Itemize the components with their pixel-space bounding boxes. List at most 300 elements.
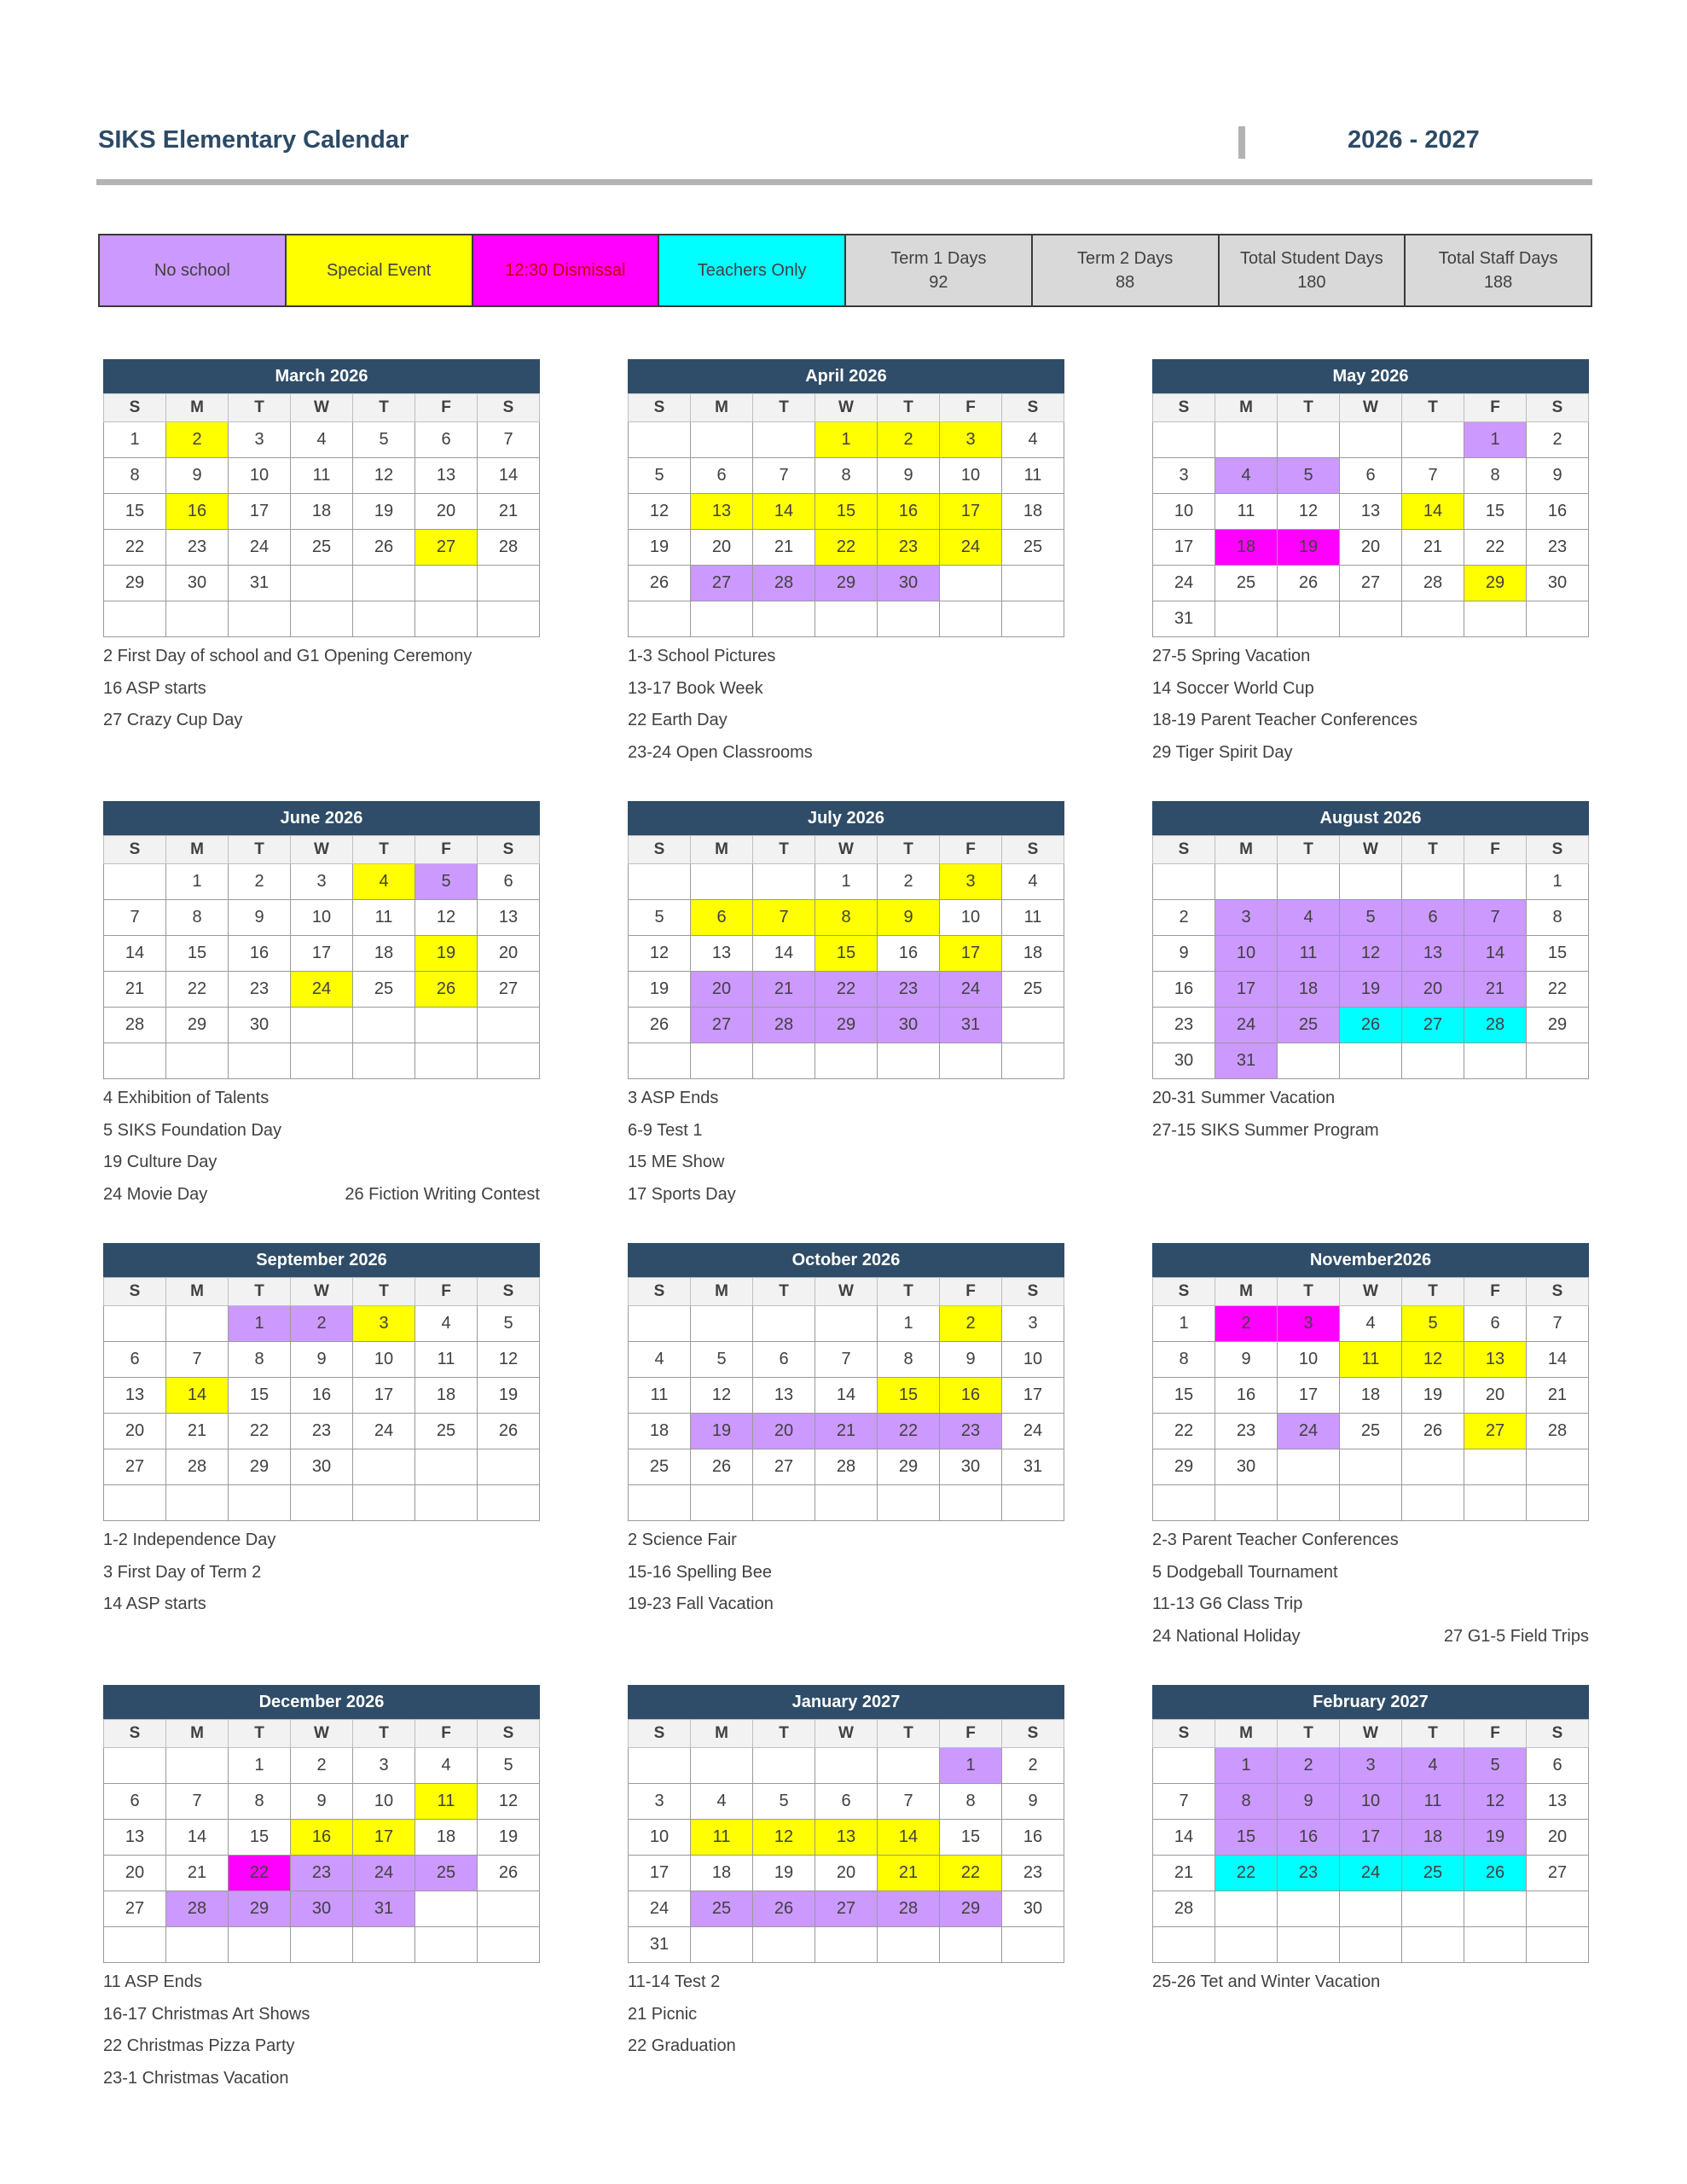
day-cell: 26	[353, 530, 415, 566]
day-cell: 31	[229, 566, 291, 601]
empty-cell	[691, 1927, 753, 1963]
empty-cell	[878, 601, 940, 637]
day-cell: 14	[878, 1820, 940, 1856]
event-note	[103, 1083, 540, 1115]
legend-value: 180	[1297, 273, 1326, 292]
day-cell: 20	[1464, 1378, 1527, 1414]
day-cell: 8	[166, 900, 229, 936]
empty-cell	[753, 1306, 815, 1342]
day-cell: 8	[1527, 900, 1589, 936]
event-note-text: 3 First Day of Term 2	[103, 1562, 262, 1582]
weekday-header: W	[291, 1720, 353, 1748]
day-cell: 1	[940, 1748, 1002, 1784]
empty-cell	[415, 1927, 478, 1963]
day-cell: 5	[1464, 1748, 1527, 1784]
event-note-text: 4 Exhibition of Talents	[103, 1089, 270, 1107]
empty-cell	[691, 1043, 753, 1079]
day-cell: 5	[478, 1748, 540, 1784]
month-title: July 2026	[628, 801, 1064, 835]
day-cell: 23	[291, 1414, 353, 1449]
day-cell: 5	[415, 864, 478, 900]
day-cell: 29	[940, 1891, 1002, 1927]
day-cell: 1	[815, 422, 878, 458]
empty-cell	[815, 1927, 878, 1963]
empty-cell	[291, 601, 353, 637]
empty-cell	[415, 1449, 478, 1485]
legend-item-dismissal	[473, 234, 660, 307]
day-cell: 15	[1464, 494, 1527, 530]
day-cell: 15	[815, 936, 878, 972]
day-cell: 2	[229, 864, 291, 900]
event-note-text: 21 Picnic	[628, 2004, 698, 2024]
day-cell: 29	[166, 1008, 229, 1043]
empty-cell	[1278, 1891, 1340, 1927]
empty-cell	[1402, 422, 1464, 458]
day-cell: 3	[291, 864, 353, 900]
event-note-text: 6-9 Test 1	[628, 1120, 703, 1140]
day-cell: 11	[1402, 1784, 1464, 1820]
weekday-header: F	[1464, 1278, 1527, 1306]
empty-cell	[1215, 1891, 1278, 1927]
event-note	[628, 1179, 1064, 1211]
day-cell: 3	[229, 422, 291, 458]
week-row	[629, 601, 1064, 637]
week-row	[104, 900, 540, 936]
month-notes	[628, 1083, 1064, 1211]
day-cell: 5	[629, 458, 691, 494]
day-cell: 31	[1215, 1043, 1278, 1079]
day-cell: 13	[1340, 494, 1402, 530]
day-cell: 10	[1153, 494, 1215, 530]
day-cell: 29	[229, 1891, 291, 1927]
day-cell: 16	[1153, 972, 1215, 1008]
day-cell: 27	[104, 1449, 166, 1485]
empty-cell	[1464, 1449, 1527, 1485]
day-cell: 13	[415, 458, 478, 494]
school-year: 2026 - 2027	[1348, 126, 1480, 154]
week-row	[1153, 1008, 1589, 1043]
day-cell: 23	[1002, 1856, 1064, 1891]
empty-cell	[478, 1485, 540, 1521]
empty-cell	[815, 1748, 878, 1784]
day-cell: 24	[229, 530, 291, 566]
weekday-header: W	[291, 836, 353, 864]
empty-cell	[1402, 1891, 1464, 1927]
day-cell: 13	[1464, 1342, 1527, 1378]
day-cell: 22	[815, 972, 878, 1008]
day-cell: 4	[353, 864, 415, 900]
day-cell: 22	[878, 1414, 940, 1449]
week-row	[104, 1414, 540, 1449]
event-note	[1152, 1621, 1589, 1653]
weekday-header: T	[753, 1278, 815, 1306]
day-cell: 17	[353, 1820, 415, 1856]
empty-cell	[1278, 1043, 1340, 1079]
empty-cell	[166, 1306, 229, 1342]
weekday-header: S	[1002, 836, 1064, 864]
empty-cell	[353, 1927, 415, 1963]
header-rule	[96, 179, 1592, 185]
weekday-header: F	[1464, 394, 1527, 422]
empty-cell	[1002, 601, 1064, 637]
day-cell: 25	[1002, 972, 1064, 1008]
day-cell: 19	[1464, 1820, 1527, 1856]
day-cell: 6	[815, 1784, 878, 1820]
empty-cell	[1340, 1449, 1402, 1485]
weekday-header: S	[1002, 1278, 1064, 1306]
day-cell: 24	[940, 530, 1002, 566]
day-cell: 5	[1278, 458, 1340, 494]
legend-label: Special Event	[326, 261, 432, 280]
day-cell: 14	[1153, 1820, 1215, 1856]
day-cell: 17	[940, 936, 1002, 972]
day-cell: 3	[353, 1748, 415, 1784]
empty-cell	[1340, 601, 1402, 637]
empty-cell	[1215, 601, 1278, 637]
weekday-header: W	[1340, 394, 1402, 422]
day-cell: 12	[353, 458, 415, 494]
weekday-header: F	[415, 1278, 478, 1306]
empty-cell	[104, 864, 166, 900]
day-cell: 9	[940, 1342, 1002, 1378]
weekday-header: T	[353, 1720, 415, 1748]
weekday-header: W	[1340, 1278, 1402, 1306]
day-cell: 24	[629, 1891, 691, 1927]
empty-cell	[1002, 1927, 1064, 1963]
month-title: August 2026	[1152, 801, 1589, 835]
week-row	[1153, 422, 1589, 458]
week-row	[629, 900, 1064, 936]
day-cell: 25	[629, 1449, 691, 1485]
weekday-header: T	[1278, 836, 1340, 864]
day-cell: 16	[291, 1820, 353, 1856]
day-cell: 13	[104, 1820, 166, 1856]
day-cell: 10	[1340, 1784, 1402, 1820]
empty-cell	[415, 1891, 478, 1927]
day-cell: 20	[104, 1414, 166, 1449]
day-cell: 4	[415, 1748, 478, 1784]
event-note-text: 11 ASP Ends	[103, 1972, 203, 1991]
day-cell: 7	[1402, 458, 1464, 494]
empty-cell	[1153, 1927, 1215, 1963]
weekday-header: S	[478, 1278, 540, 1306]
empty-cell	[353, 1449, 415, 1485]
day-cell: 11	[353, 900, 415, 936]
day-cell: 5	[478, 1306, 540, 1342]
day-cell: 22	[940, 1856, 1002, 1891]
legend-label: Teachers Only	[697, 261, 807, 280]
empty-cell	[629, 864, 691, 900]
day-cell: 9	[166, 458, 229, 494]
day-cell: 26	[478, 1856, 540, 1891]
empty-cell	[940, 1927, 1002, 1963]
day-cell: 31	[1153, 601, 1215, 637]
week-row	[1153, 566, 1589, 601]
weekday-header: F	[415, 394, 478, 422]
legend-item-stat-4	[846, 234, 1033, 307]
day-cell: 24	[940, 972, 1002, 1008]
day-cell: 23	[878, 972, 940, 1008]
empty-cell	[629, 1485, 691, 1521]
event-note-text: 18-19 Parent Teacher Conferences	[1152, 711, 1417, 729]
day-cell: 25	[691, 1891, 753, 1927]
day-cell: 30	[291, 1449, 353, 1485]
event-note	[628, 1966, 1064, 1999]
event-note	[1152, 641, 1589, 673]
day-cell: 12	[753, 1820, 815, 1856]
day-cell: 22	[1464, 530, 1527, 566]
day-cell: 16	[291, 1378, 353, 1414]
day-cell: 31	[940, 1008, 1002, 1043]
empty-cell	[1464, 864, 1527, 900]
empty-cell	[1527, 601, 1589, 637]
empty-cell	[1340, 1927, 1402, 1963]
day-cell: 7	[166, 1784, 229, 1820]
event-note	[1152, 737, 1589, 770]
weekday-header: S	[478, 394, 540, 422]
day-cell: 3	[1215, 900, 1278, 936]
day-cell: 21	[166, 1856, 229, 1891]
week-row	[1153, 458, 1589, 494]
empty-cell	[478, 1008, 540, 1043]
empty-cell	[1153, 422, 1215, 458]
day-cell: 30	[940, 1449, 1002, 1485]
day-cell: 22	[815, 530, 878, 566]
day-cell: 25	[1340, 1414, 1402, 1449]
day-cell: 1	[1215, 1748, 1278, 1784]
week-row	[629, 864, 1064, 900]
month-grid	[628, 1719, 1064, 1963]
day-cell: 29	[104, 566, 166, 601]
week-row	[629, 494, 1064, 530]
event-note	[103, 673, 540, 706]
day-cell: 3	[940, 422, 1002, 458]
day-cell: 26	[629, 1008, 691, 1043]
empty-cell	[1464, 601, 1527, 637]
empty-cell	[166, 1748, 229, 1784]
day-cell: 15	[1215, 1820, 1278, 1856]
day-cell: 23	[291, 1856, 353, 1891]
legend-label: 12:30 Dismissal	[505, 261, 626, 280]
day-cell: 18	[353, 936, 415, 972]
day-cell: 6	[415, 422, 478, 458]
empty-cell	[291, 566, 353, 601]
day-cell: 3	[353, 1306, 415, 1342]
day-cell: 23	[878, 530, 940, 566]
day-cell: 28	[878, 1891, 940, 1927]
day-cell: 30	[878, 566, 940, 601]
empty-cell	[1215, 422, 1278, 458]
empty-cell	[753, 422, 815, 458]
legend-item-teachers	[659, 234, 846, 307]
month-title: March 2026	[103, 359, 540, 393]
day-cell: 21	[753, 972, 815, 1008]
event-note-text: 5 SIKS Foundation Day	[103, 1120, 282, 1140]
day-cell: 29	[1527, 1008, 1589, 1043]
weekday-header: F	[940, 836, 1002, 864]
weekday-header: S	[478, 836, 540, 864]
weekday-header: T	[1278, 1278, 1340, 1306]
day-cell: 9	[878, 900, 940, 936]
empty-cell	[229, 601, 291, 637]
weekday-header: T	[878, 394, 940, 422]
event-note-text: 2-3 Parent Teacher Conferences	[1152, 1531, 1399, 1549]
day-cell: 15	[878, 1378, 940, 1414]
month-calendar	[628, 801, 1064, 1211]
day-cell: 25	[1278, 1008, 1340, 1043]
event-note	[628, 1589, 1064, 1621]
day-cell: 16	[1278, 1820, 1340, 1856]
day-cell: 17	[940, 494, 1002, 530]
day-cell: 4	[1340, 1306, 1402, 1342]
empty-cell	[753, 1043, 815, 1079]
day-cell: 18	[415, 1378, 478, 1414]
day-cell: 14	[166, 1378, 229, 1414]
day-cell: 23	[1278, 1856, 1340, 1891]
day-cell: 6	[478, 864, 540, 900]
day-cell: 28	[1153, 1891, 1215, 1927]
weekday-header: T	[1278, 1720, 1340, 1748]
month-grid	[1152, 1277, 1589, 1521]
day-cell: 18	[691, 1856, 753, 1891]
day-cell: 27	[1464, 1414, 1527, 1449]
day-cell: 1	[1153, 1306, 1215, 1342]
empty-cell	[1464, 1891, 1527, 1927]
week-row	[1153, 1820, 1589, 1856]
day-cell: 12	[478, 1784, 540, 1820]
day-cell: 19	[629, 530, 691, 566]
day-cell: 14	[815, 1378, 878, 1414]
empty-cell	[691, 601, 753, 637]
empty-cell	[166, 1485, 229, 1521]
weekday-header: T	[753, 1720, 815, 1748]
month-grid	[628, 1277, 1064, 1521]
day-cell: 1	[104, 422, 166, 458]
weekday-header: W	[815, 1278, 878, 1306]
event-note	[1152, 705, 1589, 737]
week-row	[104, 530, 540, 566]
day-cell: 9	[1153, 936, 1215, 972]
day-cell: 4	[629, 1342, 691, 1378]
week-row	[629, 566, 1064, 601]
event-note-text: 27 G1-5 Field Trips	[1443, 1626, 1589, 1646]
day-cell: 4	[1002, 422, 1064, 458]
day-cell: 9	[229, 900, 291, 936]
week-row	[1153, 494, 1589, 530]
week-row	[1153, 1449, 1589, 1485]
empty-cell	[878, 1485, 940, 1521]
day-cell: 7	[753, 458, 815, 494]
page-title: SIKS Elementary Calendar	[98, 126, 409, 154]
week-row	[104, 1891, 540, 1927]
day-cell: 19	[1278, 530, 1340, 566]
day-cell: 24	[1340, 1856, 1402, 1891]
day-cell: 23	[940, 1414, 1002, 1449]
month-calendar	[1152, 359, 1589, 769]
event-note-text: 16-17 Christmas Art Shows	[103, 2004, 310, 2024]
empty-cell	[1153, 1485, 1215, 1521]
event-note-text: 15 ME Show	[628, 1153, 725, 1171]
event-note	[103, 1999, 540, 2031]
weekday-header: M	[1215, 394, 1278, 422]
day-cell: 2	[1002, 1748, 1064, 1784]
weekday-header: F	[415, 836, 478, 864]
weekday-header: S	[629, 1720, 691, 1748]
year-divider	[1238, 126, 1245, 159]
day-cell: 17	[353, 1378, 415, 1414]
month-title: December 2026	[103, 1685, 540, 1719]
event-note	[628, 1557, 1064, 1589]
day-cell: 26	[753, 1891, 815, 1927]
empty-cell	[1402, 1043, 1464, 1079]
day-cell: 21	[753, 530, 815, 566]
month-grid	[103, 393, 540, 637]
weekday-header: S	[629, 836, 691, 864]
day-cell: 12	[1402, 1342, 1464, 1378]
month-title: November2026	[1152, 1243, 1589, 1277]
day-cell: 4	[1215, 458, 1278, 494]
day-cell: 25	[353, 972, 415, 1008]
day-cell: 31	[629, 1927, 691, 1963]
weekday-header: T	[353, 394, 415, 422]
legend-label: Total Student Days	[1239, 249, 1383, 268]
day-cell: 20	[1402, 972, 1464, 1008]
empty-cell	[1464, 1043, 1527, 1079]
day-cell: 10	[940, 900, 1002, 936]
day-cell: 6	[104, 1784, 166, 1820]
week-row	[104, 494, 540, 530]
empty-cell	[353, 1485, 415, 1521]
empty-cell	[1215, 864, 1278, 900]
day-cell: 24	[291, 972, 353, 1008]
day-cell: 29	[815, 1008, 878, 1043]
day-cell: 5	[629, 900, 691, 936]
day-cell: 26	[691, 1449, 753, 1485]
week-row	[629, 1378, 1064, 1414]
week-row	[104, 458, 540, 494]
empty-cell	[691, 422, 753, 458]
weekday-header: M	[691, 394, 753, 422]
empty-cell	[1002, 566, 1064, 601]
weekday-header: W	[291, 1278, 353, 1306]
week-row	[1153, 972, 1589, 1008]
empty-cell	[229, 1043, 291, 1079]
empty-cell	[691, 1748, 753, 1784]
event-note-text: 1-2 Independence Day	[103, 1531, 276, 1549]
month-notes	[1152, 641, 1589, 769]
week-row	[104, 1043, 540, 1079]
day-cell: 27	[815, 1891, 878, 1927]
day-cell: 13	[691, 494, 753, 530]
weekday-header: M	[1215, 1278, 1278, 1306]
day-cell: 29	[878, 1449, 940, 1485]
event-note	[628, 1999, 1064, 2031]
weekday-header: S	[104, 394, 166, 422]
day-cell: 7	[166, 1342, 229, 1378]
day-cell: 15	[940, 1820, 1002, 1856]
week-row	[104, 1306, 540, 1342]
day-cell: 29	[1464, 566, 1527, 601]
empty-cell	[1527, 1485, 1589, 1521]
day-cell: 21	[815, 1414, 878, 1449]
day-cell: 20	[104, 1856, 166, 1891]
day-cell: 2	[1278, 1748, 1340, 1784]
day-cell: 4	[691, 1784, 753, 1820]
month-notes	[628, 1966, 1064, 2063]
week-row	[629, 1927, 1064, 1963]
day-cell: 7	[1153, 1784, 1215, 1820]
empty-cell	[629, 1043, 691, 1079]
